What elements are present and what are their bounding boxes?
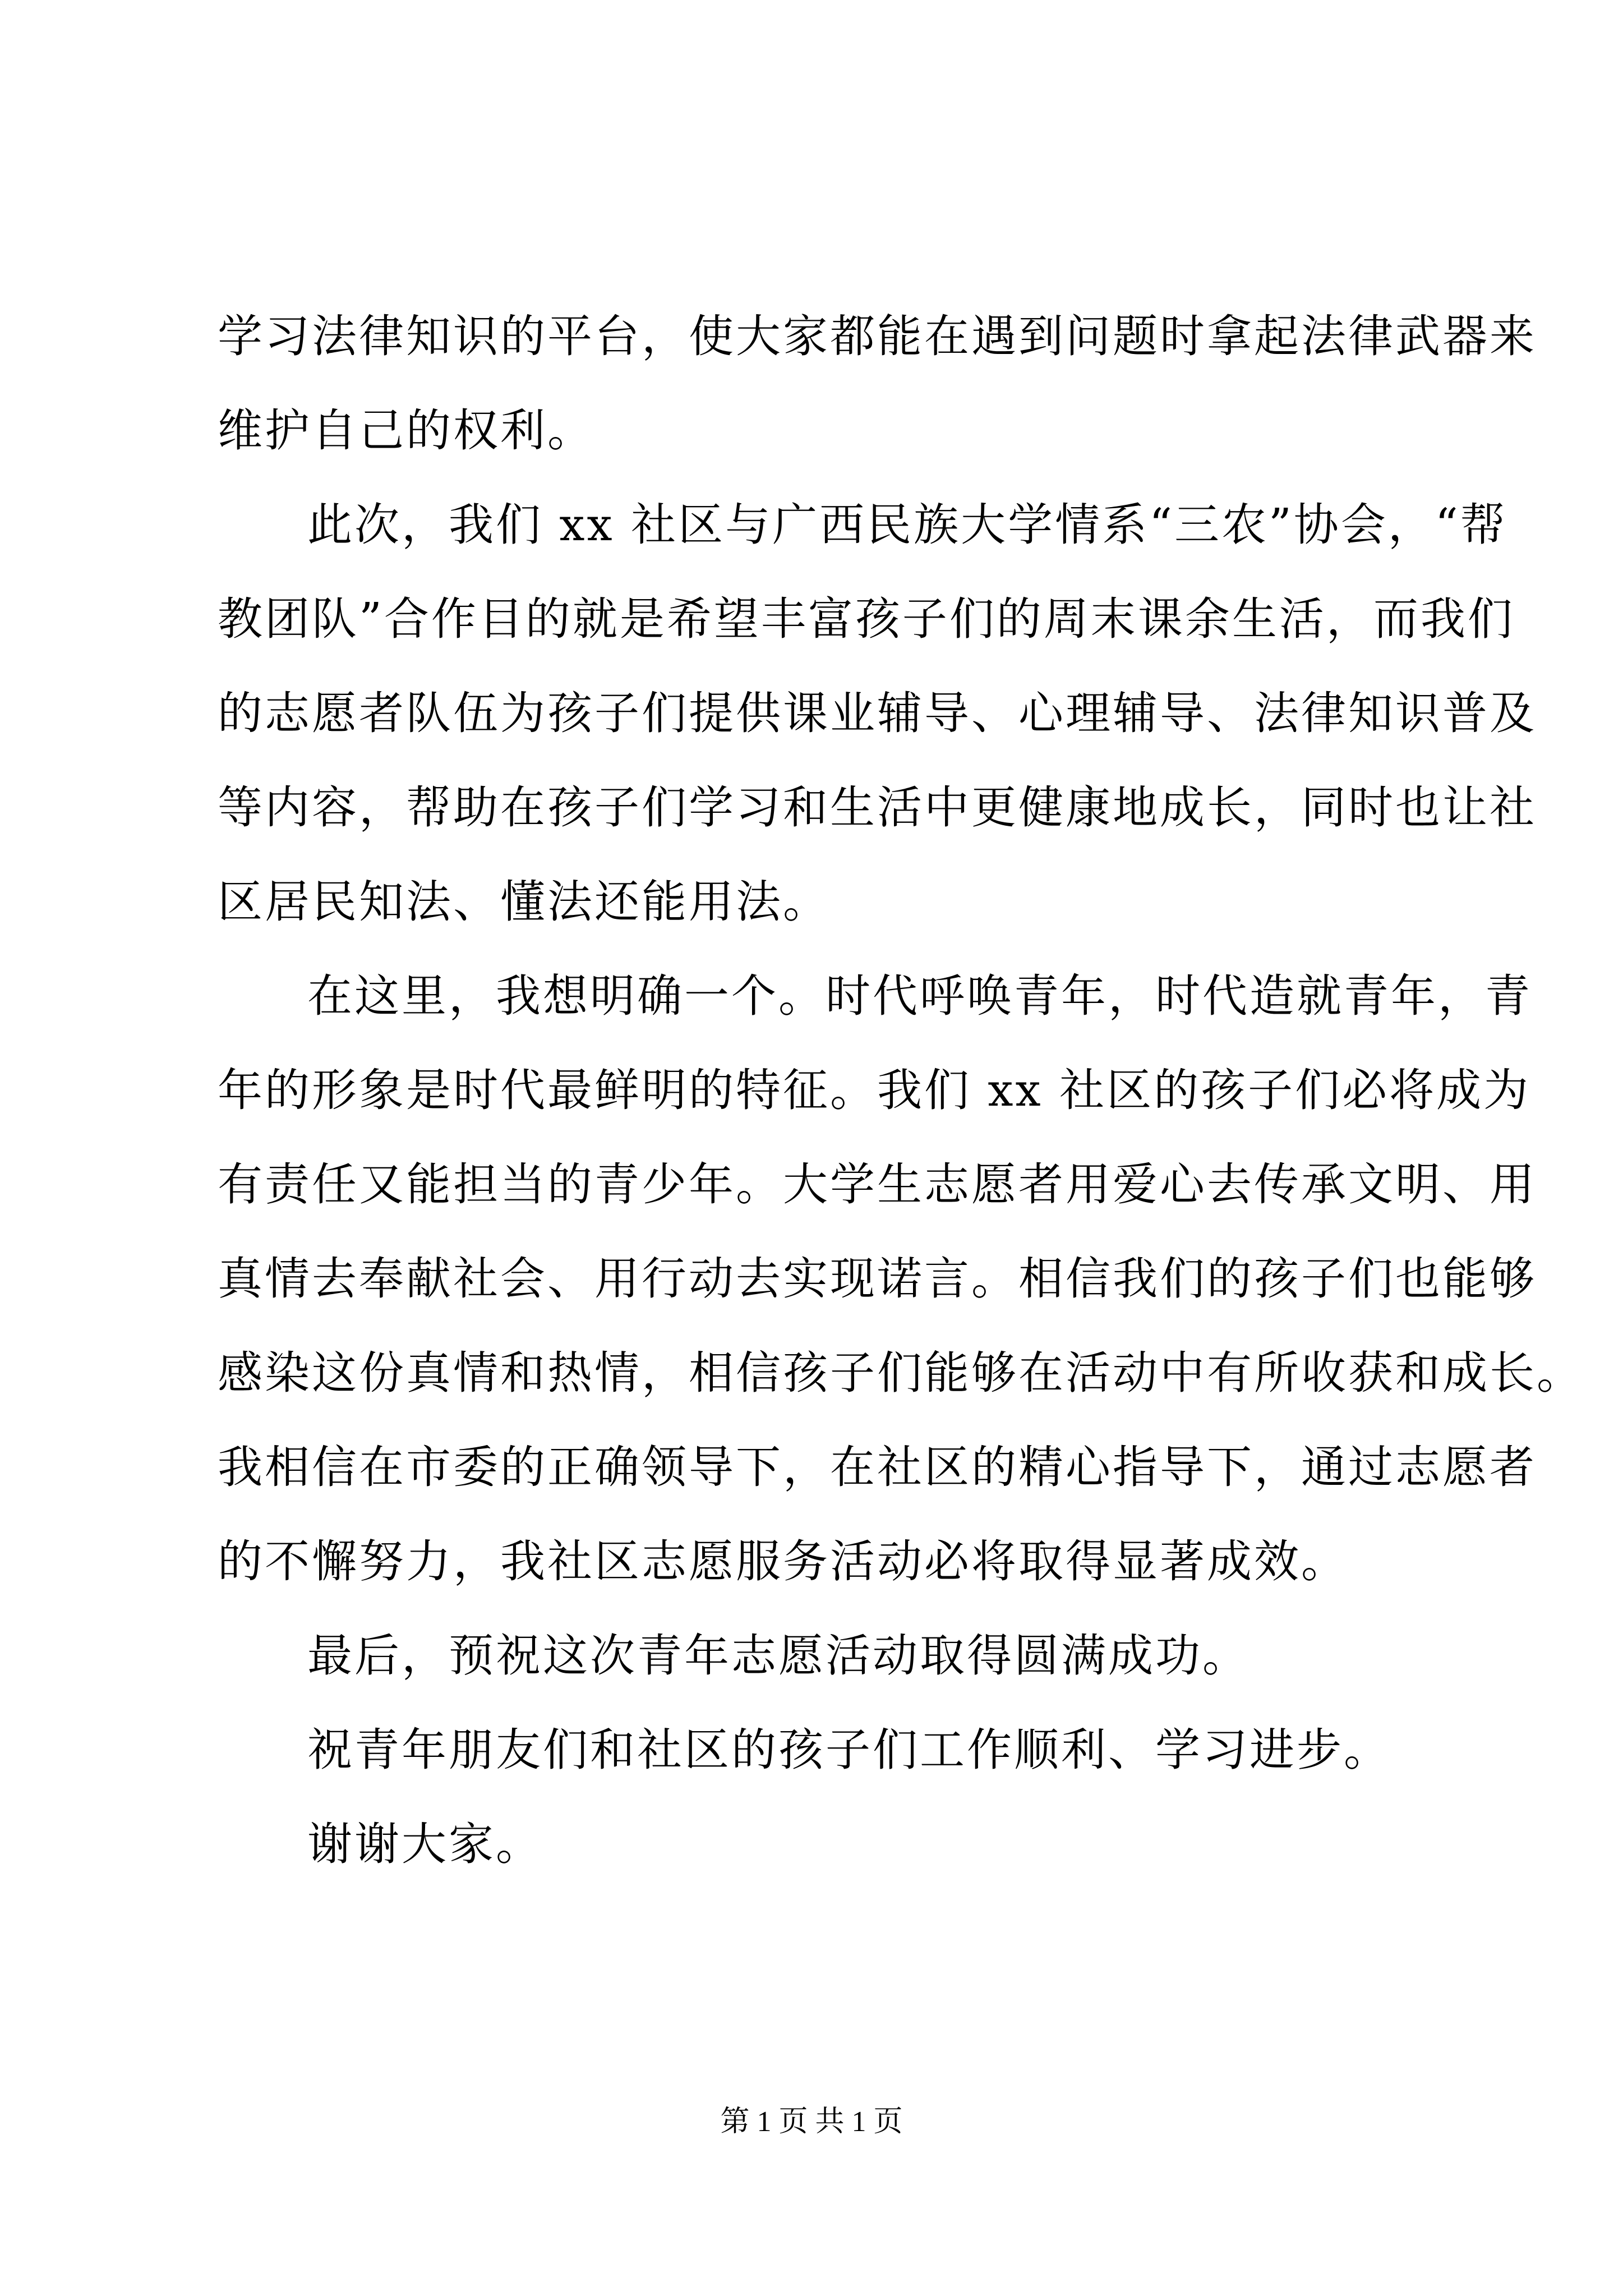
body-line: 维护自己的权利。 xyxy=(218,404,594,457)
body-line: 的志愿者队伍为孩子们提供课业辅导、心理辅导、法律知识普及 xyxy=(218,687,1537,739)
paragraph-start-line: 在这里，我想明确一个。时代呼唤青年，时代造就青年，青 xyxy=(307,970,1532,1022)
paragraph-start-line: 谢谢大家。 xyxy=(307,1818,543,1870)
body-line: 年的形象是时代最鲜明的特征。我们 xx 社区的孩子们必将成为 xyxy=(218,1064,1531,1116)
paragraph-start-line: 祝青年朋友们和社区的孩子们工作顺利、学习进步。 xyxy=(307,1724,1391,1776)
body-line: 等内容，帮助在孩子们学习和生活中更健康地成长，同时也让社 xyxy=(218,781,1537,834)
body-line: 学习法律知识的平台，使大家都能在遇到问题时拿起法律武器来 xyxy=(218,310,1537,362)
body-line: 有责任又能担当的青少年。大学生志愿者用爱心去传承文明、用 xyxy=(218,1158,1537,1211)
paragraph-start-line: 此次，我们 xx 社区与广西民族大学情系“三农”协会，“帮 xyxy=(307,499,1507,551)
paragraph-start-line: 最后，预祝这次青年志愿活动取得圆满成功。 xyxy=(307,1630,1249,1682)
body-line: 区居民知法、懂法还能用法。 xyxy=(218,876,830,928)
body-line: 我相信在市委的正确领导下，在社区的精心指导下，通过志愿者 xyxy=(218,1441,1537,1493)
body-line: 教团队”合作目的就是希望丰富孩子们的周末课余生活，而我们 xyxy=(218,593,1515,645)
body-line: 真情去奉献社会、用行动去实现诺言。相信我们的孩子们也能够 xyxy=(218,1253,1537,1305)
document-body xyxy=(218,289,1584,1892)
page-number-footer: 第 1 页 共 1 页 xyxy=(720,2106,903,2138)
body-line: 感染这份真情和热情，相信孩子们能够在活动中有所收获和成长。 xyxy=(218,1347,1584,1399)
body-line: 的不懈努力，我社区志愿服务活动必将取得显著成效。 xyxy=(218,1535,1348,1588)
